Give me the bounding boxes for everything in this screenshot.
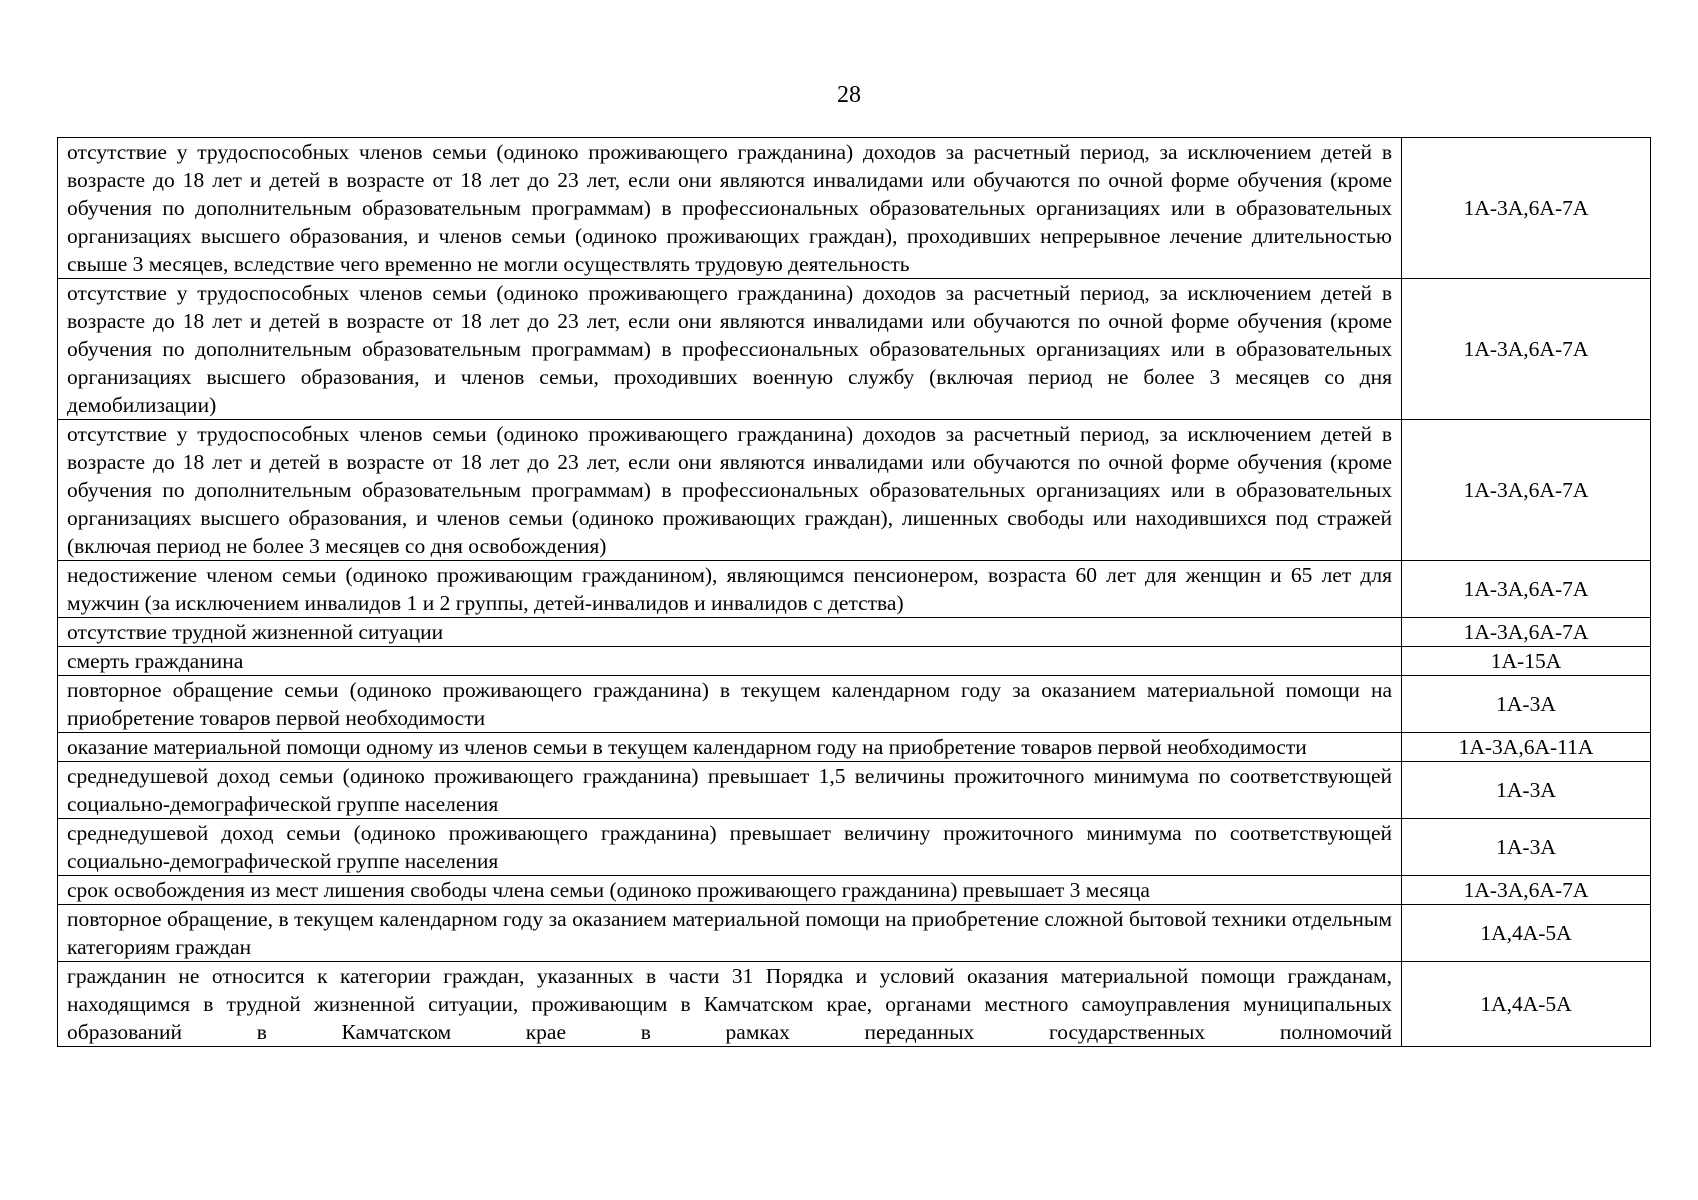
codes-cell: 1А-15А (1402, 647, 1651, 676)
codes-cell: 1А-3А,6А-7А (1402, 138, 1651, 279)
table-row (58, 420, 1651, 561)
reason-cell: среднедушевой доход семьи (одиноко проживающего гражданина) превышает величину прожиточного минимума по соответствующей социально-демографической группе населения (58, 819, 1402, 876)
table-row (58, 962, 1651, 1047)
reason-text-clipped: гражданин не относится к категории граждан, указанных в части 31 Порядка и условий оказания материальной помощи гражданам, находящимся в трудной жизненной ситуации, проживающим в Камчатском крае, органами местного самоуправления муниципальных образований в Камчатском крае в рамках переданных государственных полномочий (67, 964, 1392, 1044)
codes-cell: 1А-3А,6А-7А (1402, 618, 1651, 647)
table-row (58, 138, 1651, 279)
reason-cell: повторное обращение, в текущем календарном году за оказанием материальной помощи на приобретение сложной бытовой техники отдельным категориям граждан (58, 905, 1402, 962)
reason-cell: повторное обращение семьи (одиноко проживающего гражданина) в текущем календарном году за оказанием материальной помощи на приобретение товаров первой необходимости (58, 676, 1402, 733)
codes-cell: 1А-3А (1402, 819, 1651, 876)
refusal-reasons-table (57, 137, 1651, 1047)
table-row (58, 618, 1651, 647)
table-row (58, 279, 1651, 420)
table-row (58, 647, 1651, 676)
reason-cell: отсутствие у трудоспособных членов семьи (одиноко проживающего гражданина) доходов за расчетный период, за исключением детей в возрасте до 18 лет и детей в возрасте от 18 лет до 23 лет, если они являются инвалидами или обучаются по очной форме обучения (кроме обучения по дополнительным образовательным программам) в профессиональных образовательных организациях или в образовательных организациях высшего образования, и членов семьи (одиноко проживающих граждан), лишенных свободы или находившихся под стражей (включая период не более 3 месяцев со дня освобождения) (58, 420, 1402, 561)
reason-cell: отсутствие у трудоспособных членов семьи (одиноко проживающего гражданина) доходов за расчетный период, за исключением детей в возрасте до 18 лет и детей в возрасте от 18 лет до 23 лет, если они являются инвалидами или обучаются по очной форме обучения (кроме обучения по дополнительным образовательным программам) в профессиональных образовательных организациях или в образовательных организациях высшего образования, и членов семьи (одиноко проживающих граждан), проходивших непрерывное лечение длительностью свыше 3 месяцев, вследствие чего временно не могли осуществлять трудовую деятельность (58, 138, 1402, 279)
reason-cell-continued (58, 962, 1402, 1047)
codes-cell: 1А-3А (1402, 676, 1651, 733)
reason-cell: недостижение членом семьи (одиноко проживающим гражданином), являющимся пенсионером, возраста 60 лет для женщин и 65 лет для мужчин (за исключением инвалидов 1 и 2 группы, детей-инвалидов и инвалидов с детства) (58, 561, 1402, 618)
codes-cell: 1А-3А,6А-7А (1402, 876, 1651, 905)
codes-cell: 1А-3А,6А-11А (1402, 733, 1651, 762)
codes-cell: 1А,4А-5А (1402, 905, 1651, 962)
codes-cell: 1А-3А,6А-7А (1402, 279, 1651, 420)
table-row (58, 876, 1651, 905)
reason-cell: среднедушевой доход семьи (одиноко проживающего гражданина) превышает 1,5 величины прожиточного минимума по соответствующей социально-демографической группе населения (58, 762, 1402, 819)
reason-cell: смерть гражданина (58, 647, 1402, 676)
reason-cell: отсутствие трудной жизненной ситуации (58, 618, 1402, 647)
reason-cell: отсутствие у трудоспособных членов семьи (одиноко проживающего гражданина) доходов за расчетный период, за исключением детей в возрасте до 18 лет и детей в возрасте от 18 лет до 23 лет, если они являются инвалидами или обучаются по очной форме обучения (кроме обучения по дополнительным образовательным программам) в профессиональных образовательных организациях или в образовательных организациях высшего образования, и членов семьи, проходивших военную службу (включая период не более 3 месяцев со дня демобилизации) (58, 279, 1402, 420)
table-row (58, 905, 1651, 962)
codes-cell: 1А-3А,6А-7А (1402, 561, 1651, 618)
page-number: 28 (837, 82, 861, 108)
codes-cell: 1А-3А (1402, 762, 1651, 819)
reason-cell: срок освобождения из мест лишения свободы члена семьи (одиноко проживающего гражданина) превышает 3 месяца (58, 876, 1402, 905)
table-row (58, 676, 1651, 733)
table-row (58, 762, 1651, 819)
reason-cell: оказание материальной помощи одному из членов семьи в текущем календарном году на приобретение товаров первой необходимости (58, 733, 1402, 762)
table-row (58, 819, 1651, 876)
codes-cell: 1А,4А-5А (1402, 962, 1651, 1047)
table-row (58, 561, 1651, 618)
codes-cell: 1А-3А,6А-7А (1402, 420, 1651, 561)
table-row (58, 733, 1651, 762)
